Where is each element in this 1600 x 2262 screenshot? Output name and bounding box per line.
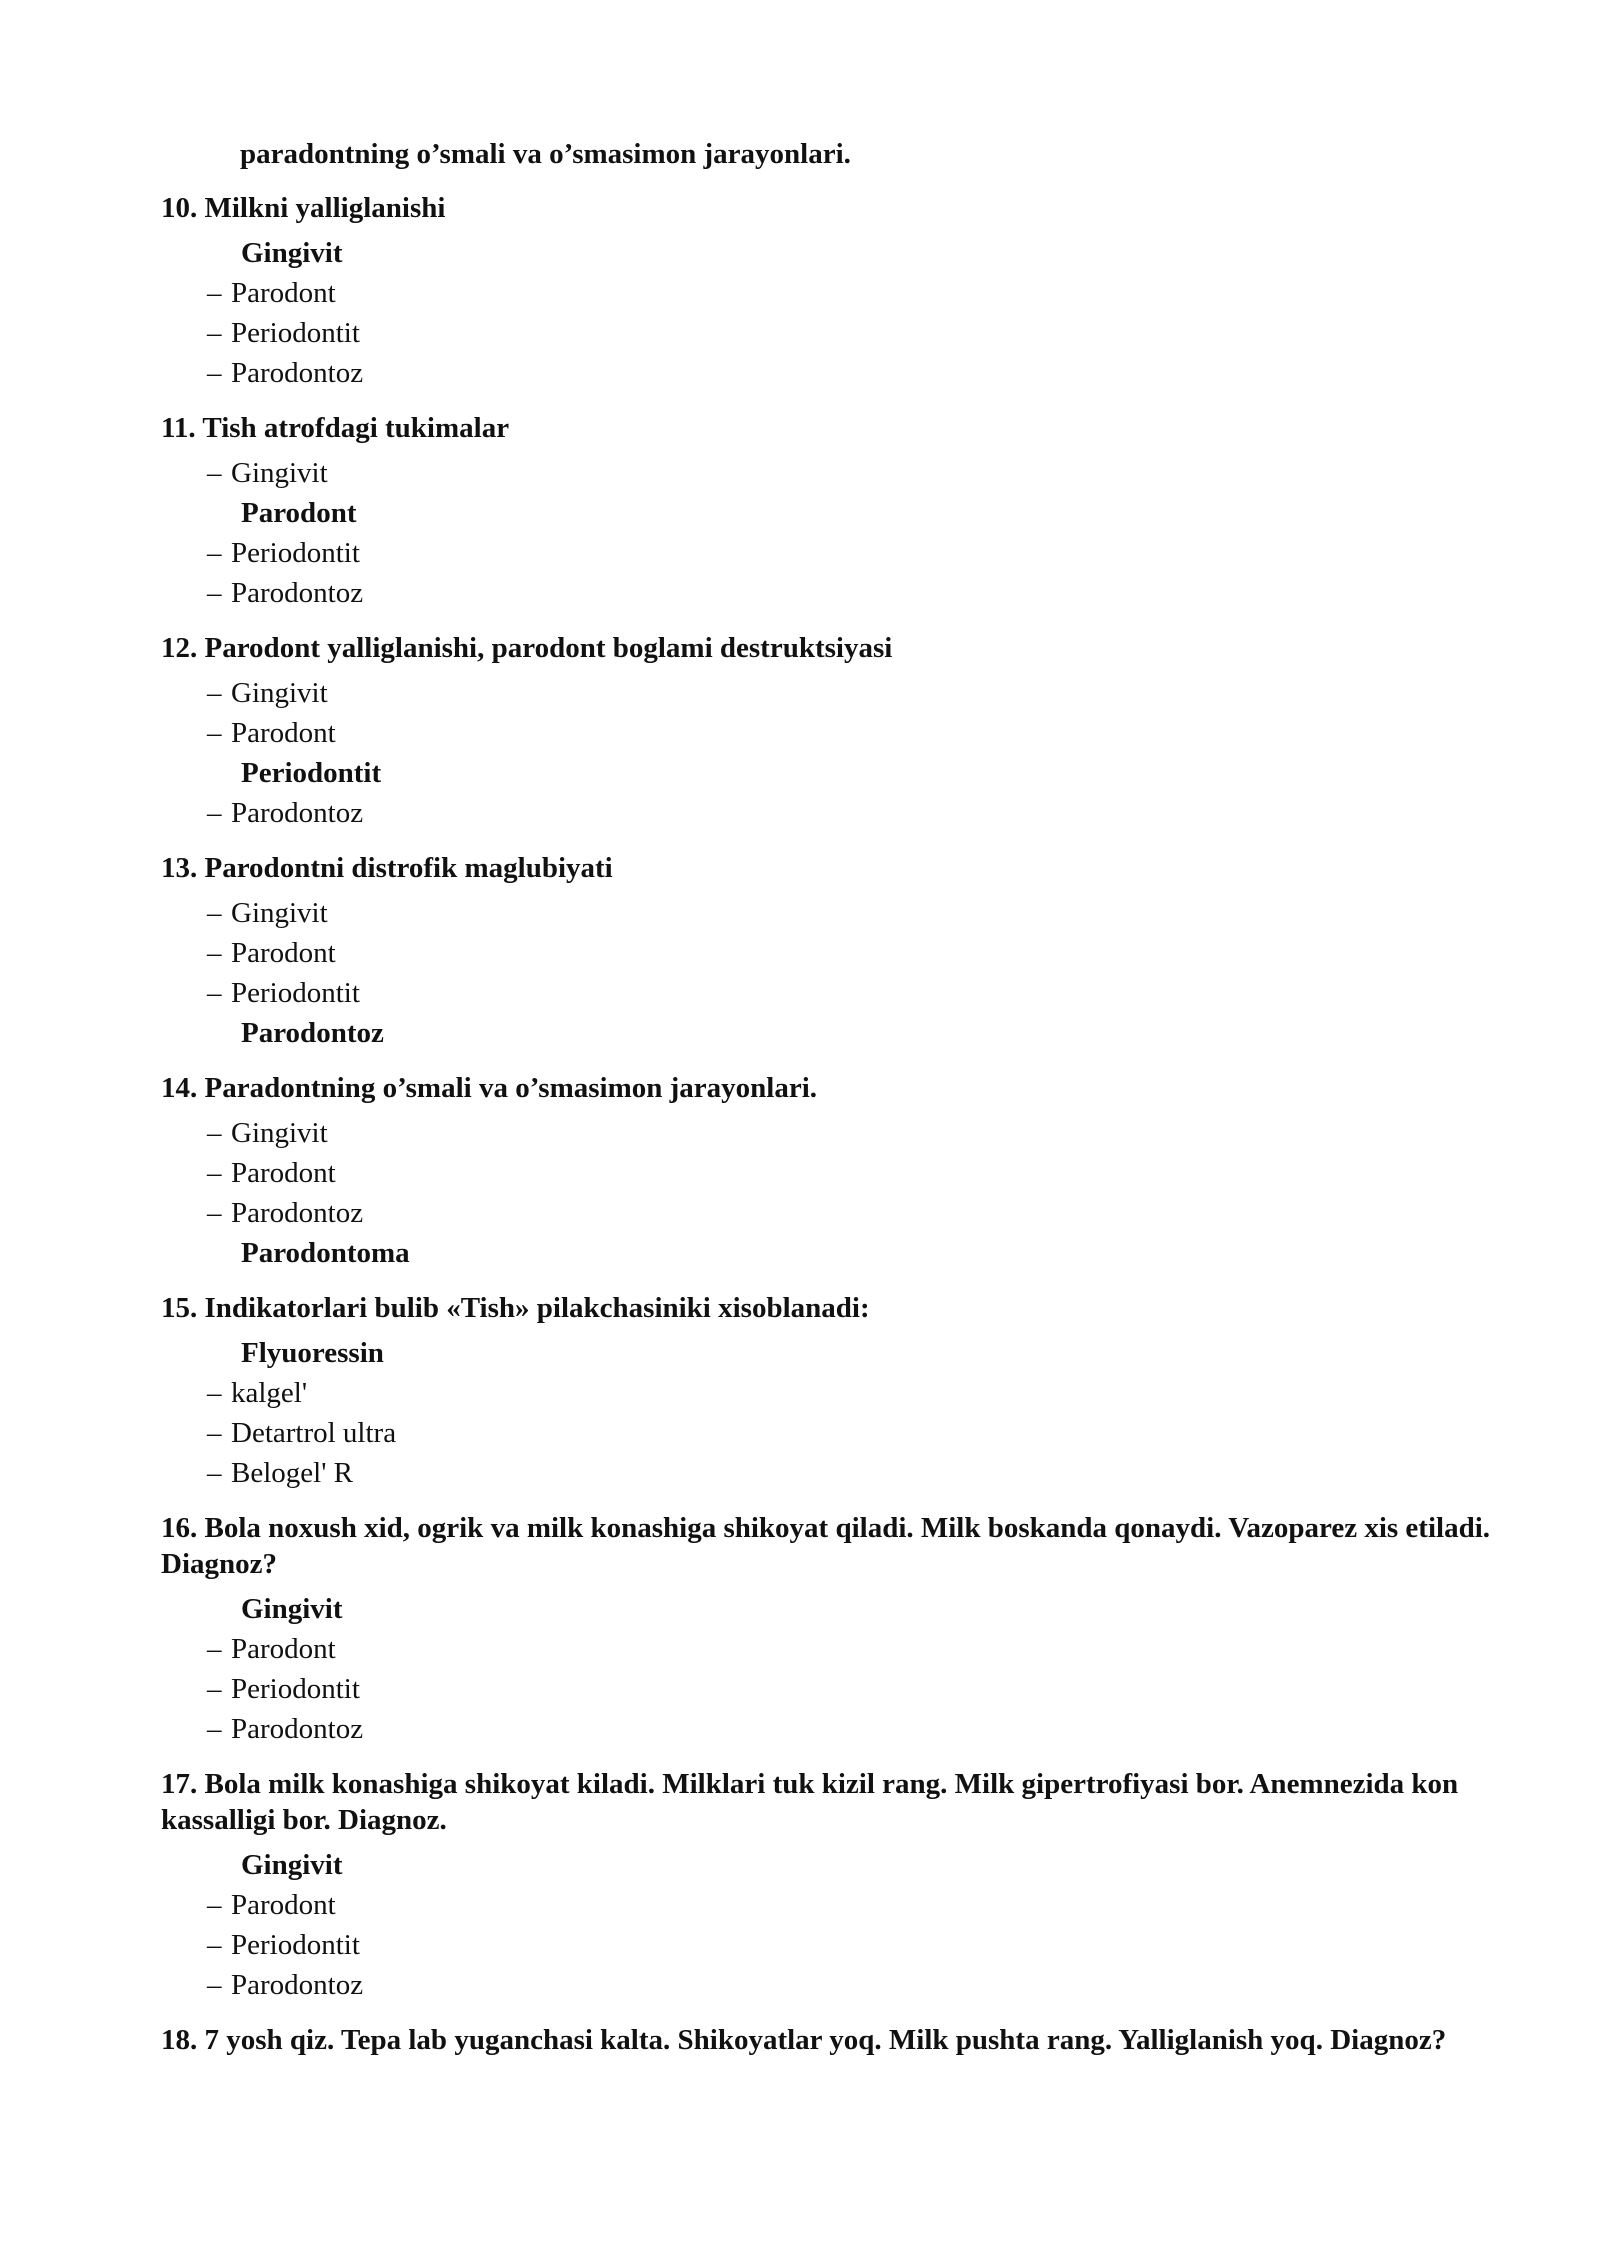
question-title: 14. Paradontning o’smali va o’smasimon jarayonlari. bbox=[161, 1072, 817, 1104]
question-18 bbox=[161, 2022, 1491, 2058]
answer-text: Parodont bbox=[231, 1633, 336, 1665]
question-15 bbox=[161, 1290, 1491, 1493]
answer-list bbox=[161, 1589, 1491, 1749]
answer-option: – Gingivit bbox=[207, 677, 328, 709]
question-title: 13. Parodontni distrofik maglubiyati bbox=[161, 852, 613, 884]
answer-correct: Gingivit bbox=[241, 1849, 343, 1881]
answer-list bbox=[161, 1845, 1491, 2005]
question-14 bbox=[161, 1070, 1491, 1273]
answer-list bbox=[161, 673, 1491, 833]
answer-text: Parodont bbox=[231, 1889, 336, 1921]
answer-option: – Parodontoz bbox=[207, 577, 364, 609]
question-13 bbox=[161, 850, 1491, 1053]
answer-text: Parodont bbox=[231, 277, 336, 309]
answer-option: – Parodontoz bbox=[207, 797, 364, 829]
question-title: 11. Tish atrofdagi tukimalar bbox=[161, 412, 510, 444]
answer-text: Gingivit bbox=[231, 677, 328, 709]
question-title: 15. Indikatorlari bulib «Tish» pilakchasiniki xisoblanadi: bbox=[161, 1292, 870, 1324]
answer-option: – Parodont bbox=[207, 1633, 336, 1665]
answer-option: – Periodontit bbox=[207, 317, 360, 349]
answer-correct: Parodont bbox=[241, 497, 357, 529]
answer-option: – Parodont bbox=[207, 1889, 336, 1921]
answer-list bbox=[161, 1113, 1491, 1273]
answer-option: – Periodontit bbox=[207, 537, 360, 569]
answer-correct: Parodontoma bbox=[241, 1237, 410, 1269]
carryover-text: paradontning o’smali va o’smasimon jarayonlari. bbox=[240, 138, 851, 170]
answer-option: – kalgel' bbox=[207, 1377, 308, 1409]
answer-option: – Belogel' R bbox=[207, 1457, 354, 1489]
answer-text: Parodont bbox=[231, 937, 336, 969]
answer-text: Detartrol ultra bbox=[231, 1417, 397, 1449]
answer-option: – Gingivit bbox=[207, 897, 328, 929]
answer-correct: Gingivit bbox=[241, 237, 343, 269]
answer-option: – Parodont bbox=[207, 277, 336, 309]
answer-option: – Periodontit bbox=[207, 977, 360, 1009]
answer-option: – Parodont bbox=[207, 717, 336, 749]
question-title: 16. Bola noxush xid, ogrik va milk konashiga shikoyat qiladi. Milk boskanda qonaydi. Vazoparez xis etiladi. Diagnoz? bbox=[161, 1512, 1491, 1580]
answer-text: kalgel' bbox=[231, 1377, 308, 1409]
question-17 bbox=[161, 1766, 1491, 2005]
answer-text: Periodontit bbox=[231, 1929, 360, 1961]
answer-text: Periodontit bbox=[231, 1673, 360, 1705]
answer-option: – Parodontoz bbox=[207, 357, 364, 389]
answer-option: – Parodontoz bbox=[207, 1713, 364, 1745]
answer-text: Periodontit bbox=[231, 977, 360, 1009]
answer-text: Parodontoz bbox=[231, 1197, 364, 1229]
answer-text: Gingivit bbox=[231, 897, 328, 929]
answer-text: Periodontit bbox=[231, 537, 360, 569]
answer-option: – Gingivit bbox=[207, 457, 328, 489]
question-10 bbox=[161, 190, 1491, 393]
answer-correct: Parodontoz bbox=[241, 1017, 384, 1049]
answer-option: – Periodontit bbox=[207, 1929, 360, 1961]
answer-list bbox=[161, 233, 1491, 393]
answer-correct: Periodontit bbox=[241, 757, 382, 789]
answer-option: – Parodont bbox=[207, 1157, 336, 1189]
answer-list bbox=[161, 453, 1491, 613]
answer-text: Parodontoz bbox=[231, 1713, 364, 1745]
answer-list bbox=[161, 893, 1491, 1053]
answer-text: Periodontit bbox=[231, 317, 360, 349]
answer-text: Parodont bbox=[231, 1157, 336, 1189]
question-title: 17. Bola milk konashiga shikoyat kiladi. Milklari tuk kizil rang. Milk gipertrofiyasi bor. Anemnezida kon kassalligi bor. Diagnoz. bbox=[161, 1768, 1459, 1836]
answer-option: – Detartrol ultra bbox=[207, 1417, 397, 1449]
answer-text: Parodontoz bbox=[231, 797, 364, 829]
answer-option: – Parodontoz bbox=[207, 1969, 364, 2001]
answer-text: Parodontoz bbox=[231, 577, 364, 609]
question-title: 18. 7 yosh qiz. Tepa lab yuganchasi kalta. Shikoyatlar yoq. Milk pushta rang. Yalliglanish yoq. Diagnoz? bbox=[161, 2024, 1447, 2056]
question-title: 12. Parodont yalliglanishi, parodont boglami destruktsiyasi bbox=[161, 632, 893, 664]
answer-correct: Flyuoressin bbox=[241, 1337, 384, 1369]
answer-list bbox=[161, 1333, 1491, 1493]
answer-text: Belogel' R bbox=[231, 1457, 354, 1489]
answer-text: Parodontoz bbox=[231, 357, 364, 389]
question-12 bbox=[161, 630, 1491, 833]
question-16 bbox=[161, 1510, 1491, 1749]
question-title: 10. Milkni yalliglanishi bbox=[161, 192, 446, 224]
answer-text: Gingivit bbox=[231, 1117, 328, 1149]
answer-text: Parodont bbox=[231, 717, 336, 749]
answer-text: Gingivit bbox=[231, 457, 328, 489]
answer-correct: Gingivit bbox=[241, 1593, 343, 1625]
answer-option: – Parodont bbox=[207, 937, 336, 969]
answer-text: Parodontoz bbox=[231, 1969, 364, 2001]
answer-option: – Periodontit bbox=[207, 1673, 360, 1705]
question-11 bbox=[161, 410, 1491, 613]
answer-option: – Gingivit bbox=[207, 1117, 328, 1149]
answer-option: – Parodontoz bbox=[207, 1197, 364, 1229]
